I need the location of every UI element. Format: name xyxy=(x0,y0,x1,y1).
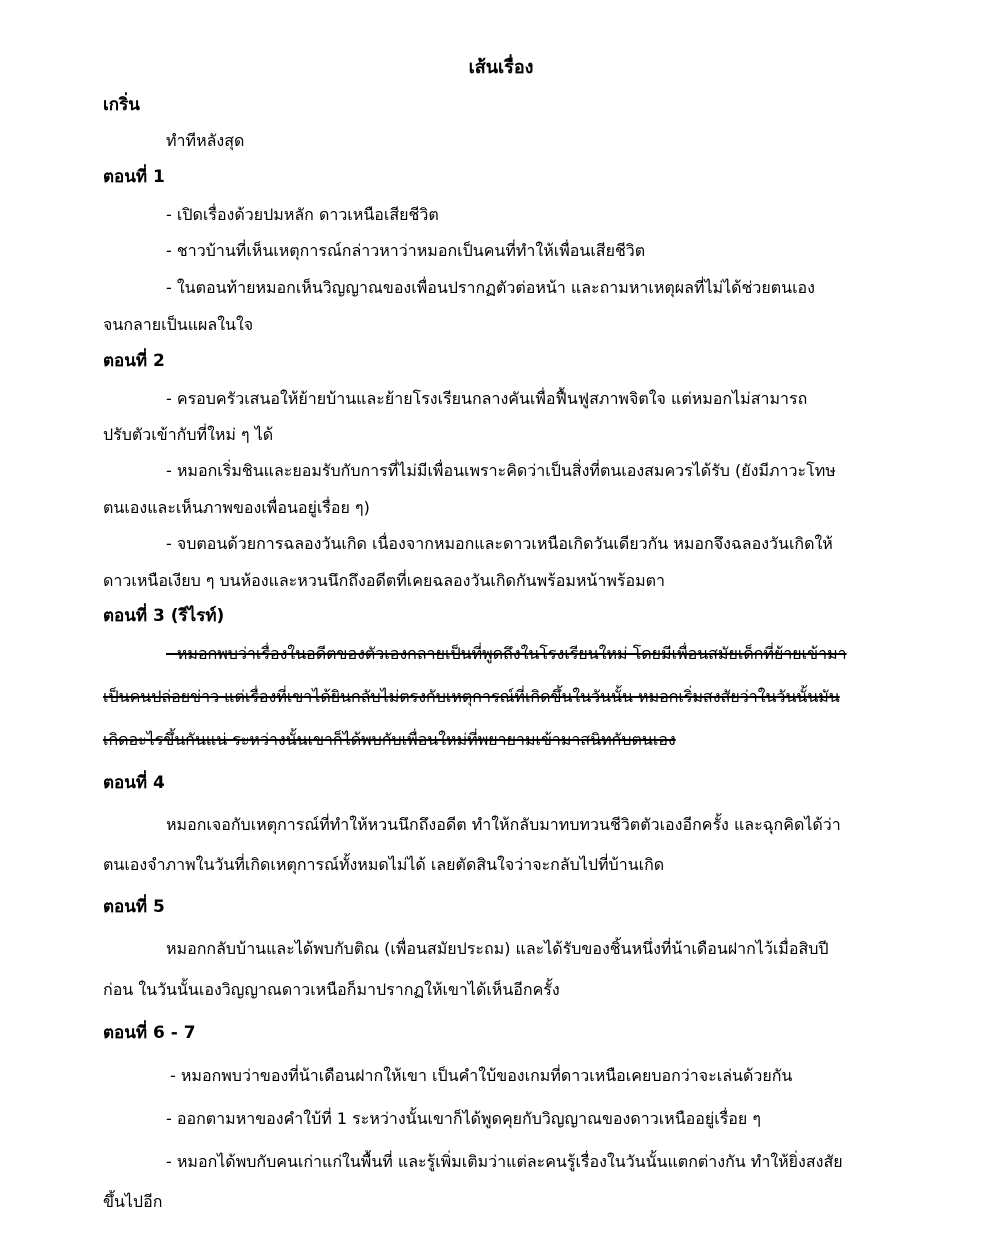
ep2-line-1: - ครอบครัวเสนอให้ย้ายบ้านและย้ายโรงเรียนกลางคันเพื่อฟื้นฟูสภาพจิตใจ แต่หมอกไม่สามารถ xyxy=(166,389,808,408)
ep5-line-2: ก่อน ในวันนั้นเองวิญญาณดาวเหนือก็มาปรากฏให้เขาได้เห็นอีกครั้ง xyxy=(103,980,560,999)
ep67-line-4: ขึ้นไปอีก xyxy=(103,1192,163,1211)
ep5-line-1: หมอกกลับบ้านและได้พบกับติณ (เพื่อนสมัยประถม) และได้รับของชิ้นหนึ่งที่น้าเดือนฝากไว้เมื่อสิบปี xyxy=(166,939,829,958)
section-heading-ep2: ตอนที่ 2 xyxy=(103,351,165,371)
document-title: เส้นเรื่อง xyxy=(468,57,534,78)
ep67-line-2: - ออกตามหาของคำใบ้ที่ 1 ระหว่างนั้นเขาก็ได้พูดคุยกับวิญญาณของดาวเหนืออยู่เรื่อย ๆ xyxy=(166,1109,761,1128)
ep1-line-2: - ชาวบ้านที่เห็นเหตุการณ์กล่าวหาว่าหมอกเป็นคนที่ทำให้เพื่อนเสียชีวิต xyxy=(166,241,646,260)
ep2-line-5: - จบตอนด้วยการฉลองวันเกิด เนื่องจากหมอกและดาวเหนือเกิดวันเดียวกัน หมอกจึงฉลองวันเกิดให้ xyxy=(166,534,833,553)
ep2-line-4: ตนเองและเห็นภาพของเพื่อนอยู่เรื่อย ๆ) xyxy=(103,498,370,517)
ep2-line-2: ปรับตัวเข้ากับที่ใหม่ ๆ ได้ xyxy=(103,425,274,444)
ep67-line-1: - หมอกพบว่าของที่น้าเดือนฝากให้เขา เป็นคำใบ้ของเกมที่ดาวเหนือเคยบอกว่าจะเล่นด้วยกัน xyxy=(170,1066,793,1085)
ep67-line-3: - หมอกได้พบกับคนเก่าแก่ในพื้นที่ และรู้เพิ่มเติมว่าแต่ละคนรู้เรื่องในวันนั้นแตกต่างกัน ทำให้ยิ่งสงสัย xyxy=(166,1152,843,1171)
prologue-line-1: ทำทีหลังสุด xyxy=(166,131,245,150)
ep3-line-1-struck: - หมอกพบว่าเรื่องในอดีตของตัวเองกลายเป็นที่พูดถึงในโรงเรียนใหม่ โดยมีเพื่อนสมัยเด็กที่ย้ายเข้ามา xyxy=(166,644,847,663)
section-heading-ep1: ตอนที่ 1 xyxy=(103,167,165,187)
section-heading-ep5: ตอนที่ 5 xyxy=(103,897,165,917)
section-heading-ep4: ตอนที่ 4 xyxy=(103,773,165,793)
ep4-line-2: ตนเองจำภาพในวันที่เกิดเหตุการณ์ทั้งหมดไม่ได้ เลยตัดสินใจว่าจะกลับไปที่บ้านเกิด xyxy=(103,855,665,874)
ep4-line-1: หมอกเจอกับเหตุการณ์ที่ทำให้หวนนึกถึงอดีต ทำให้กลับมาทบทวนชีวิตตัวเองอีกครั้ง และฉุกคิดได้ว่า xyxy=(166,815,841,834)
ep3-line-2-struck: เป็นคนปล่อยข่าว แต่เรื่องที่เขาได้ยินกลับไม่ตรงกับเหตุการณ์ที่เกิดขึ้นในวันนั้น หมอกเริ่มสงสัยว่าในวันนั้นมัน xyxy=(103,687,840,706)
ep1-line-1: - เปิดเรื่องด้วยปมหลัก ดาวเหนือเสียชีวิต xyxy=(166,205,439,224)
ep3-line-3-struck: เกิดอะไรขึ้นกันแน่ ระหว่างนั้นเขาก็ได้พบกับเพื่อนใหม่ที่พยายามเข้ามาสนิทกับตนเอง xyxy=(103,730,676,749)
ep1-line-3: - ในตอนท้ายหมอกเห็นวิญญาณของเพื่อนปรากฏตัวต่อหน้า และถามหาเหตุผลที่ไม่ได้ช่วยตนเอง xyxy=(166,278,815,297)
section-heading-ep3: ตอนที่ 3 (รีไรท์) xyxy=(103,606,225,626)
ep2-line-6: ดาวเหนือเงียบ ๆ บนห้องและหวนนึกถึงอดีตที่เคยฉลองวันเกิดกันพร้อมหน้าพร้อมตา xyxy=(103,571,666,590)
ep1-line-4: จนกลายเป็นแผลในใจ xyxy=(103,315,254,334)
ep2-line-3: - หมอกเริ่มชินและยอมรับกับการที่ไม่มีเพื่อนเพราะคิดว่าเป็นสิ่งที่ตนเองสมควรได้รับ (ยังมีภาวะโทษ xyxy=(166,461,836,480)
section-heading-prologue: เกริ่น xyxy=(103,95,140,115)
section-heading-ep6-7: ตอนที่ 6 - 7 xyxy=(103,1023,196,1043)
